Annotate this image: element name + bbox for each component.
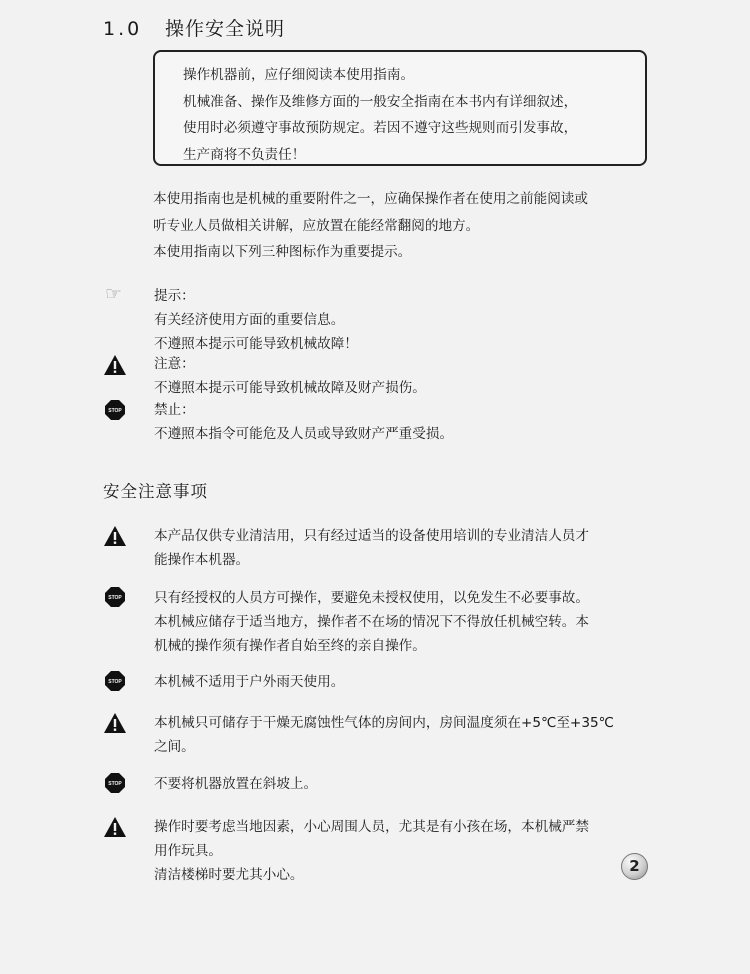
notice-line: 使用时必须遵守事故预防规定。若因不遵守这些规则而引发事故， xyxy=(183,120,578,136)
stop-sign-text: STOP xyxy=(108,781,122,788)
stop-sign-icon xyxy=(105,400,125,420)
intro-line: 本使用指南以下列三种图标作为重要提示。 xyxy=(153,244,412,260)
notice-box xyxy=(153,50,647,166)
intro-line: 本使用指南也是机械的重要附件之一，应确保操作者在使用之前能阅读或 xyxy=(153,191,588,207)
stop-sign-icon xyxy=(105,671,125,691)
intro-paragraph xyxy=(153,186,673,266)
legend-label: 禁止： xyxy=(154,402,195,418)
legend-line: 不遵照本指令可能危及人员或导致财产严重受损。 xyxy=(154,426,454,442)
warning-triangle-icon xyxy=(103,354,127,376)
stop-sign-icon xyxy=(105,587,125,607)
page-number-badge: 2 xyxy=(621,853,648,880)
stop-sign-text: STOP xyxy=(108,595,122,602)
rule-line: 之间。 xyxy=(154,739,195,755)
notice-line: 生产商将不负责任！ xyxy=(183,146,306,163)
safety-section-title: 安全注意事项 xyxy=(103,482,208,501)
stop-sign-text: STOP xyxy=(108,679,122,686)
rule-line: 操作时要考虑当地因素，小心周围人员，尤其是有小孩在场，本机械严禁 xyxy=(154,819,589,835)
warning-triangle-icon xyxy=(103,816,127,838)
legend-label: 提示： xyxy=(154,288,195,304)
rule-line: 能操作本机器。 xyxy=(154,552,250,568)
legend-line: 不遵照本提示可能导致机械故障及财产损伤。 xyxy=(154,380,426,396)
rule-line: 用作玩具。 xyxy=(154,843,222,859)
legend-line: 有关经济使用方面的重要信息。 xyxy=(154,312,345,328)
notice-line: 机械准备、操作及维修方面的一般安全指南在本书内有详细叙述， xyxy=(183,93,578,110)
rule-line: 本机械应储存于适当地方，操作者不在场的情况下不得放任机械空转。本 xyxy=(154,614,589,630)
rule-line: 机械的操作须有操作者自始至终的亲自操作。 xyxy=(154,638,426,654)
rule-line: 本机械只可储存于干燥无腐蚀性气体的房间内，房间温度须在+5℃至+35℃ xyxy=(154,715,614,731)
pointing-hand-icon: ☞ xyxy=(105,283,123,305)
notice-line: 操作机器前，应仔细阅读本使用指南。 xyxy=(183,67,415,83)
section-title: 操作安全说明 xyxy=(165,18,286,40)
rule-line: 只有经授权的人员方可操作，要避免未授权使用，以免发生不必要事故。 xyxy=(154,590,589,606)
legend-line: 不遵照本提示可能导致机械故障！ xyxy=(154,336,358,352)
warning-triangle-icon xyxy=(103,712,127,734)
stop-sign-icon xyxy=(105,773,125,793)
rule-line: 不要将机器放置在斜坡上。 xyxy=(154,776,318,792)
intro-line: 听专业人员做相关讲解，应放置在能经常翻阅的地方。 xyxy=(153,217,480,234)
rule-line: 本产品仅供专业清洁用，只有经过适当的设备使用培训的专业清洁人员才 xyxy=(154,528,589,544)
warning-triangle-icon xyxy=(103,525,127,547)
section-header xyxy=(103,14,285,41)
legend-label: 注意： xyxy=(154,356,195,372)
rule-line: 清洁楼梯时要尤其小心。 xyxy=(154,867,304,883)
rule-line: 本机械不适用于户外雨天使用。 xyxy=(154,674,345,690)
stop-sign-text: STOP xyxy=(108,408,122,415)
section-number: 1.0 xyxy=(103,18,143,40)
